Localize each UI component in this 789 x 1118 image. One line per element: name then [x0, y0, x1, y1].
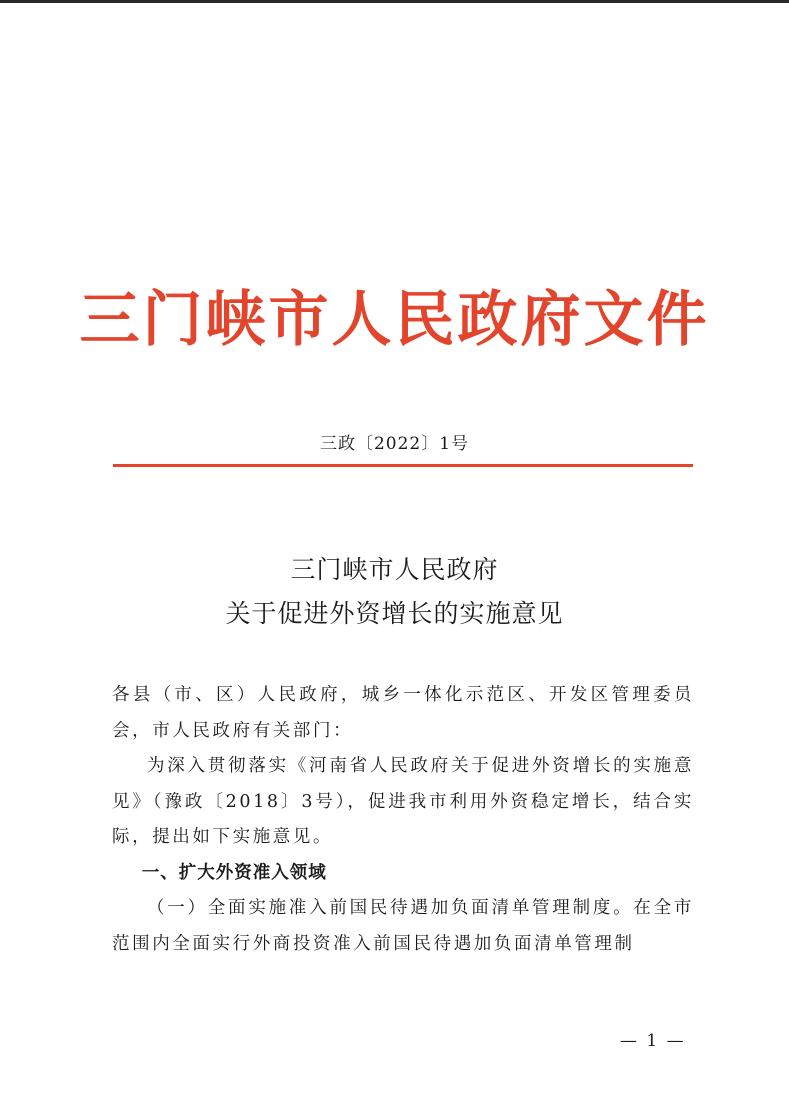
section-heading: 一、扩大外资准入领域 [141, 862, 327, 883]
page-number: — 1 — [620, 1031, 686, 1051]
intro-paragraph: 为深入贯彻落实《河南省人民政府关于促进外资增长的实施意见》（豫政〔2018〕3号），促进我市利用外资稳定增长，结合实际，提出如下实施意见。 [112, 756, 694, 847]
document-masthead: 三门峡市人民政府文件 [79, 285, 710, 355]
red-separator-line [113, 464, 693, 467]
document-number: 三政〔2022〕1号 [319, 434, 470, 454]
title-line-subject: 关于促进外资增长的实施意见 [225, 599, 564, 628]
addressee-paragraph: 各县（市、区）人民政府，城乡一体化示范区、开发区管理委员会，市人民政府有关部门： [112, 685, 694, 741]
title-line-issuer: 三门峡市人民政府 [290, 555, 499, 584]
document-body [112, 678, 694, 962]
document-title [0, 548, 789, 636]
top-border-line [0, 0, 789, 3]
item-paragraph: （一）全面实施准入前国民待遇加负面清单管理制度。在全市范围内全面实行外商投资准入前国民待遇加负面清单管理制 [112, 898, 694, 954]
